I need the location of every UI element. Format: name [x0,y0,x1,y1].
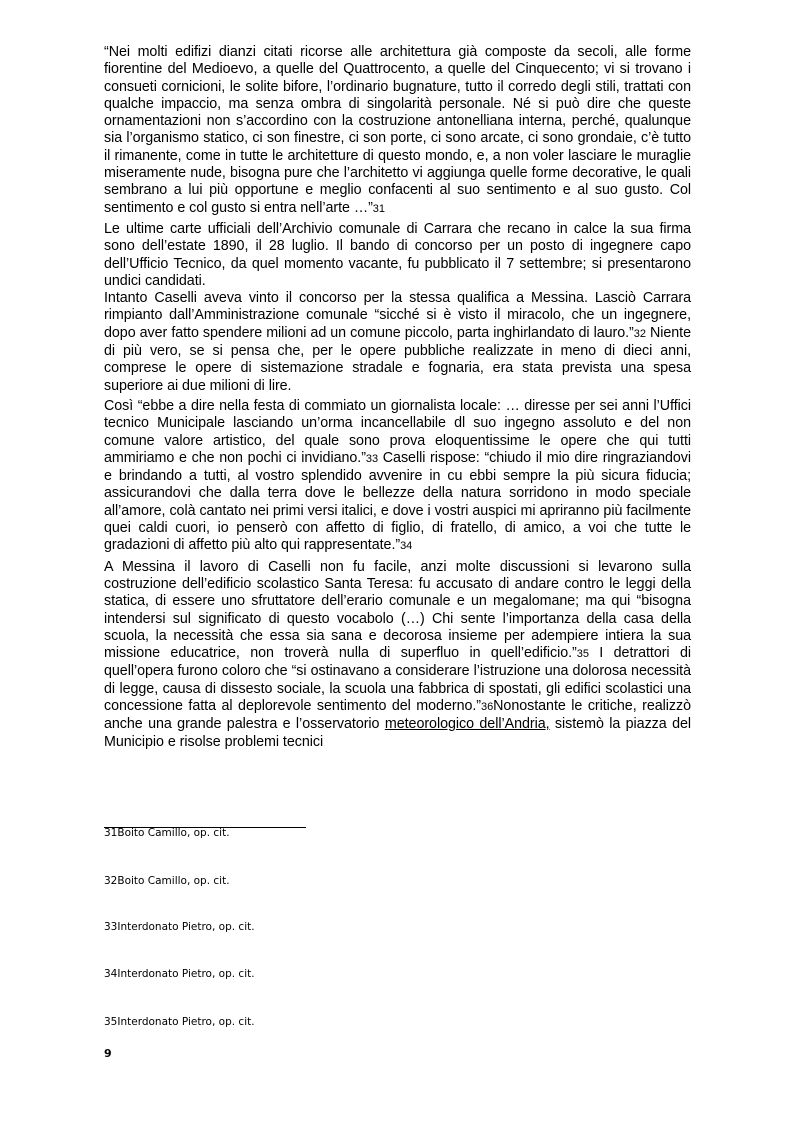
paragraph-text: sistemò la piazza del Municipio e risolse problemi tecnici [104,716,691,750]
paragraph-text: Niente di più vero, se si pensa che, per le opere pubbliche realizzate in meno di dieci anni, comprese le opere di sistemazione stradale e fognaria, era stata prevista una spesa superiore ai due milioni di lire. [104,324,691,394]
footnote-35: 35Interdonato Pietro, op. cit. [104,1016,255,1028]
footnote-ref-35[interactable]: 35 [576,648,589,661]
footnote-32: 32Boito Camillo, op. cit. [104,875,230,887]
paragraph-farewell [104,398,691,556]
footnote-ref-34[interactable]: 34 [400,540,413,553]
footnote-31: 31Boito Camillo, op. cit. [104,827,230,839]
paragraph-text: A Messina il lavoro di Caselli non fu facile, anzi molte discussioni si levarono sulla costruzione dell’edificio scolastico Santa Teresa: fu accusato di andare contro le leggi della statica, di essere uno sfruttatore dell’erario comunale e un megalomane; ma qui “bisogna intendersi sul significato di questo vocabolo (…) Chi sente l’importanza della casa della scuola, la necessità che essa sia sana e decorosa insieme per adempiere intiera la sua missione educatrice, non troverà nulla di superfluo in quell’edificio.” [104,558,691,662]
page-number: 9 [104,1047,112,1060]
paragraph-boito-quote [104,44,691,218]
paragraph-text: “Nei molti edifizi dianzi citati ricorse alle architettura già composte da secoli, alle forme fiorentine del Medioevo, a quelle del Quattrocento, a quelle del Cinquecento; vi si trovano i consueti cornicioni, le solite bifore, l’ordinario bugnature, tutto il corredo degli stili, trattati con qualche impaccio, ma senza ombra di singolarità personale. Né si può dire che queste ornamentazioni non s’accordino con la costruzione antonelliana interna, perché, qualunque sia l’organismo statico, ci son finestre, ci son porte, ci sono arcate, ci sono grondaie, c’è tutto il rimanente, come in tutte le architetture di questo mondo, e, a non voler lasciare le muraglie miseramente nude, bisogna pure che l’architetto vi aggiunga quelle forme decorative, le quali sembrano a lui più opportune e meglio confacenti al suo sentimento e al suo gusto. Col sentimento e col gusto si entra nell’arte …” [104,44,691,216]
paragraph-text: Intanto Caselli aveva vinto il concorso per la stessa qualifica a Messina. Lasciò Carrara rimpianto dall’Amministrazione comunale “sicché si è visto il miracolo, che un ingegnere, dopo aver fatto spendere milioni ad un comune piccolo, parta inghirlandato di lauro.” [104,290,691,341]
paragraph-messina-contest [104,290,691,395]
footnote-ref-32[interactable]: 32 [633,327,646,340]
footnote-ref-31[interactable]: 31 [372,202,385,215]
paragraph-archive [104,221,691,290]
paragraph-text: Le ultime carte ufficiali dell’Archivio comunale di Carrara che recano in calce la sua firma sono dell’estate 1890, il 28 luglio. Il bando di concorso per un posto di ingegnere capo dell’Ufficio Tecnico, da quel momento vacante, fu pubblicato il 7 settembre; si presentarono undici candidati. [104,220,691,289]
body-text [104,44,691,751]
underlined-text: meteorologico dell’Andria, [384,716,550,733]
footnote-34: 34Interdonato Pietro, op. cit. [104,968,255,980]
footnote-ref-33[interactable]: 33 [365,452,379,465]
paragraph-text: Così “ebbe a dire nella festa di commiato un giornalista locale: … diresse per sei anni l’Uffici tecnico Municipale lasciando un’orma incancellabile dl suo ingegno assoluto e del non comune valore artistico, del quale sono prova eloquentissime le opere che qui tutti ammiriamo e che non pochi ci invidiano.” [104,397,691,466]
paragraph-text: I detrattori di quell’opera furono coloro che “si ostinavano a considerare l’istruzione una dolorosa necessità di legge, causa di dissesto sociale, la scuola una fabbrica di spostati, gli edifici scolastici una concessione fatta al deplorevole sentimento del moderno.” [104,645,691,714]
paragraph-messina-work [104,559,691,751]
paragraph-text: Caselli rispose: “chiudo il mio dire ringraziandovi e brindando a tutti, al vostro splendido avvenire in cu ebbi sempre la più sicura fiducia; assicurandovi che dalla terra dove le bellezze della natura sorridono in modo speciale all’amore, colà cantato nei primi versi italici, e dove i vostri auspici mi apriranno più facilmente quei caldi cuori, io penserò con affetto di figlio, di fratello, di amico, a voi che tutte le gradazioni di affetto più alto qui rappresentate.” [104,449,691,554]
footnote-ref-36[interactable]: 36 [481,700,494,713]
paragraph-text: Nonostante le critiche, realizzò anche una grande palestra e l’osservatorio [104,697,691,733]
footnote-33: 33Interdonato Pietro, op. cit. [104,921,255,933]
